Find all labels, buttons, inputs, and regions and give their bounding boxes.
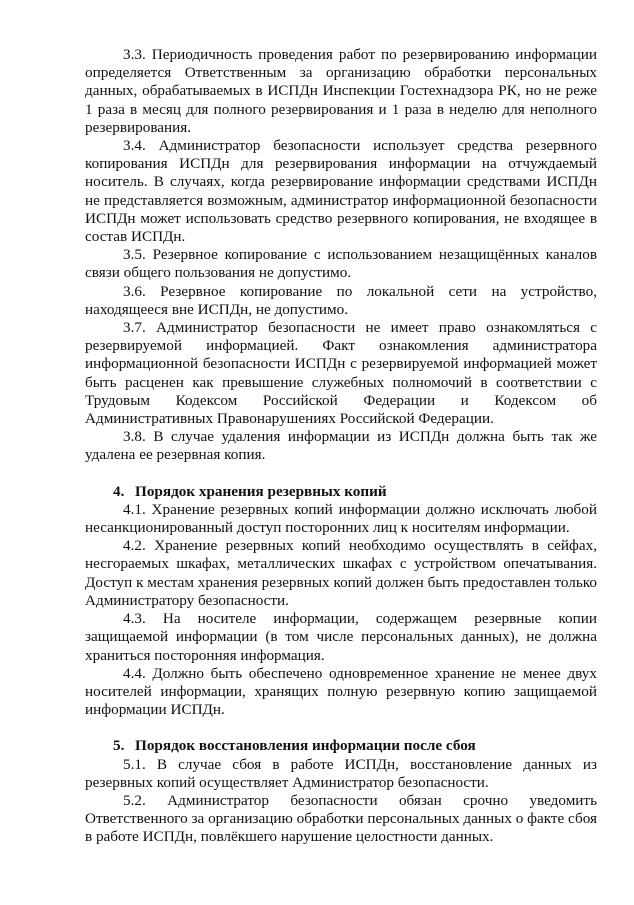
paragraph-3-7: 3.7. Администратор безопасности не имеет право ознакомляться с резервируемой информацией. Факт ознакомления администратора информационной безопасности ИСПДн с резервируемой информацией может быть расценен как превышение служебных полномочий в соответствии с Трудовым Кодексом Российской Федерации и Кодексом об Административных Правонарушениях Российской Федерации. <box>85 319 597 428</box>
paragraph-4-1: 4.1. Хранение резервных копий информации должно исключать любой несанкционированный доступ посторонних лиц к носителям информации. <box>85 500 597 537</box>
paragraph-5-2: 5.2. Администратор безопасности обязан срочно уведомить Ответственного за организацию обработки персональных данных о факте сбоя в работе ИСПДн, повлёкшего нарушение целостности данных. <box>85 791 597 846</box>
section-4-title: Порядок хранения резервных копий <box>135 482 387 500</box>
paragraph-3-4: 3.4. Администратор безопасности использует средства резервного копирования ИСПДн для резервирования информации на отчуждаемый носитель. В случаях, когда резервирование информации средствами ИСПДн не представляется возможным, администратор информационной безопасности ИСПДн может использовать средство резервного копирования, не входящее в состав ИСПДн. <box>85 137 597 246</box>
paragraph-3-3: 3.3. Периодичность проведения работ по резервированию информации определяется Ответственным за организацию обработки персональных данных, обрабатываемых в ИСПДн Инспекции Гостехнадзора РК, но не реже 1 раза в месяц для полного резервирования и 1 раза в неделю для неполного резервирования. <box>85 46 597 136</box>
section-5-number: 5. <box>113 737 125 755</box>
paragraph-4-3: 4.3. На носителе информации, содержащем резервные копии защищаемой информации (в том числе персональных данных), не должна храниться посторонняя информация. <box>85 610 597 664</box>
paragraph-3-5: 3.5. Резервное копирование с использованием незащищённых каналов связи общего пользования не допустимо. <box>85 246 597 282</box>
paragraph-4-4: 4.4. Должно быть обеспечено одновременное хранение не менее двух носителей информации, хранящих полную резервную копию защищаемой информации ИСПДн. <box>85 664 597 719</box>
section-5-heading <box>85 737 597 755</box>
document-page <box>85 46 597 847</box>
section-4-heading <box>85 483 597 501</box>
paragraph-3-6: 3.6. Резервное копирование по локальной сети на устройство, находящееся вне ИСПДн, не допустимо. <box>85 282 597 318</box>
section-4-number: 4. <box>113 482 125 500</box>
section-5-title: Порядок восстановления информации после сбоя <box>135 737 476 755</box>
paragraph-4-2: 4.2. Хранение резервных копий необходимо осуществлять в сейфах, несгораемых шкафах, металлических шкафах с устройством опечатывания. Доступ к местам хранения резервных копий должен быть предоставлен только Администратору безопасности. <box>85 537 597 609</box>
paragraph-5-1: 5.1. В случае сбоя в работе ИСПДн, восстановление данных из резервных копий осуществляет Администратор безопасности. <box>85 755 597 791</box>
paragraph-3-8: 3.8. В случае удаления информации из ИСПДн должна быть так же удалена ее резервная копия. <box>85 428 597 464</box>
